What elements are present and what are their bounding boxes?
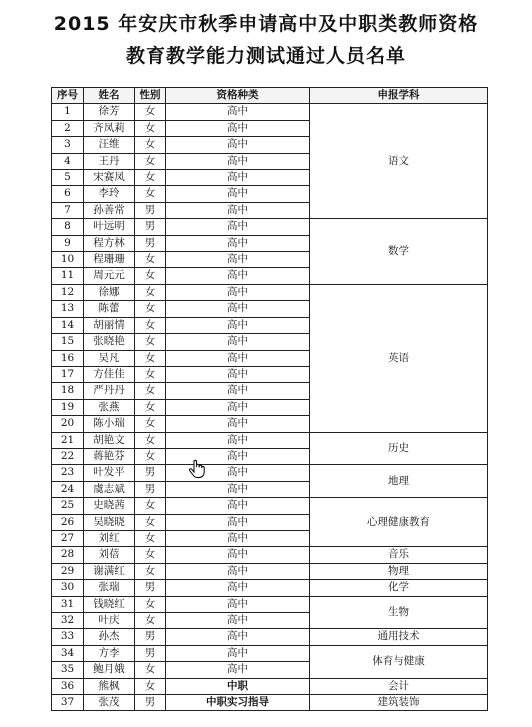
row-qualification: 中职实习指导: [166, 695, 310, 711]
row-qualification: 高中: [166, 104, 310, 120]
row-number: 14: [52, 317, 84, 333]
row-name: 刘红: [84, 530, 135, 546]
row-number: 15: [52, 334, 84, 350]
table-row: [52, 284, 488, 300]
results-table: [51, 87, 488, 711]
row-number: 32: [52, 613, 84, 629]
row-qualification: 中职: [166, 678, 310, 694]
row-subject: 会计: [310, 678, 488, 694]
table-row: [52, 629, 488, 645]
header-subject: 申报学科: [310, 88, 488, 104]
row-number: 31: [52, 596, 84, 612]
row-number: 6: [52, 186, 84, 202]
row-number: 36: [52, 678, 84, 694]
row-gender: 男: [135, 202, 166, 218]
row-number: 10: [52, 252, 84, 268]
row-name: 谢满红: [84, 563, 135, 579]
row-qualification: 高中: [166, 629, 310, 645]
row-qualification: 高中: [166, 301, 310, 317]
row-gender: 男: [135, 235, 166, 251]
row-name: 蒋艳芬: [84, 448, 135, 464]
row-name: 胡丽情: [84, 317, 135, 333]
row-number: 11: [52, 268, 84, 284]
row-number: 2: [52, 120, 84, 136]
row-number: 37: [52, 695, 84, 711]
row-number: 24: [52, 481, 84, 497]
row-qualification: 高中: [166, 563, 310, 579]
row-name: 吴晓晓: [84, 514, 135, 530]
row-qualification: 高中: [166, 284, 310, 300]
table-row: [52, 695, 488, 711]
row-name: 陈小瑞: [84, 416, 135, 432]
row-qualification: 高中: [166, 662, 310, 678]
row-qualification: 高中: [166, 350, 310, 366]
row-gender: 女: [135, 252, 166, 268]
row-number: 20: [52, 416, 84, 432]
row-number: 23: [52, 465, 84, 481]
row-qualification: 高中: [166, 547, 310, 563]
row-gender: 女: [135, 350, 166, 366]
row-name: 严丹丹: [84, 383, 135, 399]
row-qualification: 高中: [166, 317, 310, 333]
row-qualification: 高中: [166, 514, 310, 530]
row-number: 3: [52, 137, 84, 153]
row-gender: 女: [135, 153, 166, 169]
row-name: 陈蕾: [84, 301, 135, 317]
header-number: 序号: [52, 88, 84, 104]
row-qualification: 高中: [166, 432, 310, 448]
row-gender: 男: [135, 629, 166, 645]
row-gender: 女: [135, 678, 166, 694]
table-row: [52, 645, 488, 661]
row-name: 张燕: [84, 399, 135, 415]
row-number: 33: [52, 629, 84, 645]
row-gender: 女: [135, 120, 166, 136]
row-subject: 化学: [310, 580, 488, 596]
row-name: 程方林: [84, 235, 135, 251]
row-name: 孙善常: [84, 202, 135, 218]
row-number: 34: [52, 645, 84, 661]
row-gender: 女: [135, 284, 166, 300]
table-row: [52, 580, 488, 596]
row-subject: 通用技术: [310, 629, 488, 645]
row-qualification: 高中: [166, 137, 310, 153]
row-gender: 女: [135, 186, 166, 202]
row-qualification: 高中: [166, 252, 310, 268]
header-gender: 性别: [135, 88, 166, 104]
row-name: 鲍月娥: [84, 662, 135, 678]
row-qualification: 高中: [166, 498, 310, 514]
row-subject: 语文: [310, 104, 488, 219]
row-qualification: 高中: [166, 465, 310, 481]
row-number: 4: [52, 153, 84, 169]
row-name: 叶远明: [84, 219, 135, 235]
row-subject: 建筑装饰: [310, 695, 488, 711]
row-number: 1: [52, 104, 84, 120]
row-number: 21: [52, 432, 84, 448]
row-subject: 生物: [310, 596, 488, 629]
row-qualification: 高中: [166, 399, 310, 415]
row-gender: 女: [135, 334, 166, 350]
row-name: 方佳佳: [84, 366, 135, 382]
table-row: [52, 547, 488, 563]
table-row: [52, 465, 488, 481]
row-gender: 女: [135, 104, 166, 120]
row-subject: 物理: [310, 563, 488, 579]
row-name: 宋赛凤: [84, 170, 135, 186]
row-number: 19: [52, 399, 84, 415]
row-name: 虞志斌: [84, 481, 135, 497]
row-name: 叶庆: [84, 613, 135, 629]
row-qualification: 高中: [166, 186, 310, 202]
row-gender: 女: [135, 613, 166, 629]
row-name: 张瑞: [84, 580, 135, 596]
row-subject: 英语: [310, 284, 488, 432]
row-qualification: 高中: [166, 268, 310, 284]
row-gender: 女: [135, 170, 166, 186]
row-gender: 男: [135, 481, 166, 497]
row-gender: 女: [135, 399, 166, 415]
row-number: 27: [52, 530, 84, 546]
row-qualification: 高中: [166, 580, 310, 596]
row-number: 12: [52, 284, 84, 300]
row-gender: 男: [135, 695, 166, 711]
row-name: 李玲: [84, 186, 135, 202]
row-number: 22: [52, 448, 84, 464]
row-name: 周元元: [84, 268, 135, 284]
row-qualification: 高中: [166, 645, 310, 661]
row-number: 13: [52, 301, 84, 317]
row-subject: 心理健康教育: [310, 498, 488, 547]
row-gender: 女: [135, 416, 166, 432]
row-number: 28: [52, 547, 84, 563]
row-gender: 男: [135, 645, 166, 661]
row-gender: 男: [135, 580, 166, 596]
row-name: 王丹: [84, 153, 135, 169]
row-number: 18: [52, 383, 84, 399]
header-name: 姓名: [84, 88, 135, 104]
table-body: [52, 104, 488, 711]
row-qualification: 高中: [166, 530, 310, 546]
row-gender: 女: [135, 547, 166, 563]
row-qualification: 高中: [166, 383, 310, 399]
row-gender: 女: [135, 268, 166, 284]
row-name: 汪维: [84, 137, 135, 153]
row-gender: 女: [135, 432, 166, 448]
row-gender: 女: [135, 563, 166, 579]
row-qualification: 高中: [166, 219, 310, 235]
row-gender: 女: [135, 596, 166, 612]
row-qualification: 高中: [166, 334, 310, 350]
row-number: 25: [52, 498, 84, 514]
row-gender: 女: [135, 498, 166, 514]
row-qualification: 高中: [166, 170, 310, 186]
table-row: [52, 498, 488, 514]
row-name: 齐凤莉: [84, 120, 135, 136]
row-name: 吴凡: [84, 350, 135, 366]
hand-pointer-icon: [188, 459, 206, 479]
row-qualification: 高中: [166, 202, 310, 218]
row-name: 钱晓红: [84, 596, 135, 612]
row-qualification: 高中: [166, 613, 310, 629]
row-name: 刘蓓: [84, 547, 135, 563]
table-row: [52, 596, 488, 612]
row-gender: 女: [135, 383, 166, 399]
row-qualification: 高中: [166, 481, 310, 497]
row-qualification: 高中: [166, 120, 310, 136]
row-subject: 音乐: [310, 547, 488, 563]
row-number: 5: [52, 170, 84, 186]
table-header-row: [52, 88, 488, 104]
row-name: 徐娜: [84, 284, 135, 300]
table-row: [52, 219, 488, 235]
table-row: [52, 678, 488, 694]
row-name: 张茂: [84, 695, 135, 711]
row-qualification: 高中: [166, 596, 310, 612]
table-row: [52, 104, 488, 120]
row-name: 熊枫: [84, 678, 135, 694]
page-title-line2: 教育教学能力测试通过人员名单: [125, 45, 406, 67]
row-gender: 女: [135, 448, 166, 464]
row-qualification: 高中: [166, 416, 310, 432]
row-number: 29: [52, 563, 84, 579]
row-name: 叶发平: [84, 465, 135, 481]
row-name: 张晓艳: [84, 334, 135, 350]
row-number: 30: [52, 580, 84, 596]
row-name: 孙杰: [84, 629, 135, 645]
row-number: 7: [52, 202, 84, 218]
row-subject: 数学: [310, 219, 488, 285]
row-subject: 历史: [310, 432, 488, 465]
row-name: 程珊珊: [84, 252, 135, 268]
row-number: 17: [52, 366, 84, 382]
row-gender: 女: [135, 530, 166, 546]
row-qualification: 高中: [166, 448, 310, 464]
row-subject: 地理: [310, 465, 488, 498]
page-title-line1: 2015 年安庆市秋季申请高中及中职类教师资格: [53, 13, 479, 35]
header-qualification: 资格种类: [166, 88, 310, 104]
row-gender: 女: [135, 662, 166, 678]
row-gender: 女: [135, 514, 166, 530]
row-subject: 体育与健康: [310, 645, 488, 678]
row-gender: 女: [135, 301, 166, 317]
row-name: 胡艳文: [84, 432, 135, 448]
row-gender: 女: [135, 137, 166, 153]
row-number: 9: [52, 235, 84, 251]
row-gender: 女: [135, 317, 166, 333]
row-number: 35: [52, 662, 84, 678]
row-name: 徐芳: [84, 104, 135, 120]
row-number: 26: [52, 514, 84, 530]
row-qualification: 高中: [166, 235, 310, 251]
row-name: 方李: [84, 645, 135, 661]
row-number: 16: [52, 350, 84, 366]
row-name: 史晓茜: [84, 498, 135, 514]
row-qualification: 高中: [166, 366, 310, 382]
row-number: 8: [52, 219, 84, 235]
row-gender: 男: [135, 465, 166, 481]
row-gender: 男: [135, 219, 166, 235]
row-gender: 女: [135, 366, 166, 382]
table-row: [52, 432, 488, 448]
row-qualification: 高中: [166, 153, 310, 169]
table-row: [52, 563, 488, 579]
